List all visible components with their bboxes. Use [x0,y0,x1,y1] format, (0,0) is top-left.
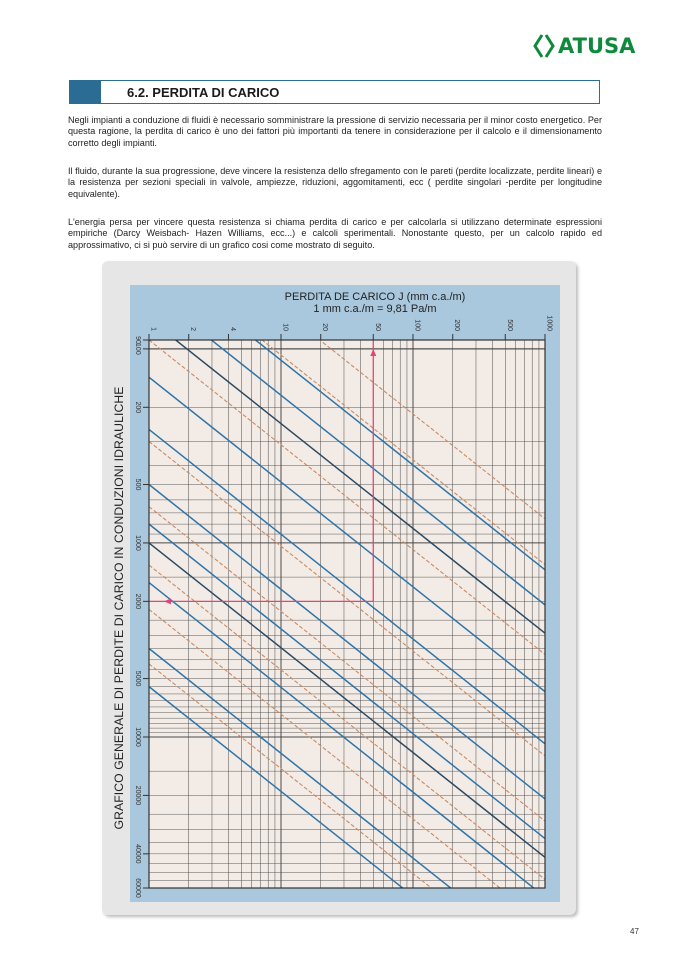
y-tick-label: 20000 [134,785,141,806]
logo-text: ATUSA [558,34,636,58]
paragraph-1: Negli impianti a conduzione di fluidi è necessario somministrare la pressione di servizio necessaria per il minor costo energetico. Per questa ragione, la perdita di carico è uno dei fattori più importanti da tenere in considerazione per il calcolo e il dimensionamento corretto degli impianti. [68,115,602,148]
chart-title: PERDITA DE CARICO J (mm c.a./m) [284,291,466,303]
y-tick-label: 200 [134,401,141,414]
x-tick-label: 2 [189,327,197,331]
paragraph-2: Il fluido, durante la sua progressione, deve vincere la resistenza dello sfregamento con le pareti (perdite localizzate, perdite lineari) e la resistenza per sezioni speciali in valvole, ampiezze, riduzioni, aggomitamenti, ecc ( perdite singolari -perdite per longitudine equivalente). [68,166,602,199]
x-tick-label: 4 [228,327,236,331]
chart-subtitle: 1 mm c.a./m = 9,81 Pa/m [313,303,437,315]
y-tick-label: 40000 [134,844,141,864]
chart-ylabel: GRAFICO GENERALE DI PERDITE DI CARICO IN CONDUZIONI IDRAULICHE [112,386,126,830]
paragraph-3: L'energia persa per vincere questa resistenza si chiama perdita di carico e per calcolarla si utilizzano determinate espressioni empiriche (Darcy Weisbach- Hazen Williams, ecc...) e calcoli sperimentali. Nonostante questo, per un calcolo rapido ed approssimativo, ci si può servire di un grafico cosi come mostrato di seguito. [68,217,602,250]
x-tick-label: 200 [453,319,461,331]
x-tick-label: 10 [281,323,289,331]
x-tick-label: 50 [373,323,381,331]
y-tick-label: 1000 [134,535,141,551]
y-tick-label: 60000 [134,878,141,898]
x-tick-label: 100 [413,319,421,331]
y-tick-label: 500 [134,478,141,491]
x-tick-label: 1000 [545,315,553,331]
y-tick-label: 5000 [134,670,141,687]
y-tick-label: 2000 [134,593,141,610]
x-tick-label: 500 [505,319,513,331]
section-title: 6.2. PERDITA DI CARICO [127,84,280,100]
x-tick-label: 1 [149,327,157,331]
y-tick-label: 10000 [134,727,141,747]
x-tick-label: 20 [321,323,329,331]
y-tick-label: 90 [134,336,141,344]
y-tick-label: 100 [134,343,141,355]
page-number: 47 [630,927,639,936]
